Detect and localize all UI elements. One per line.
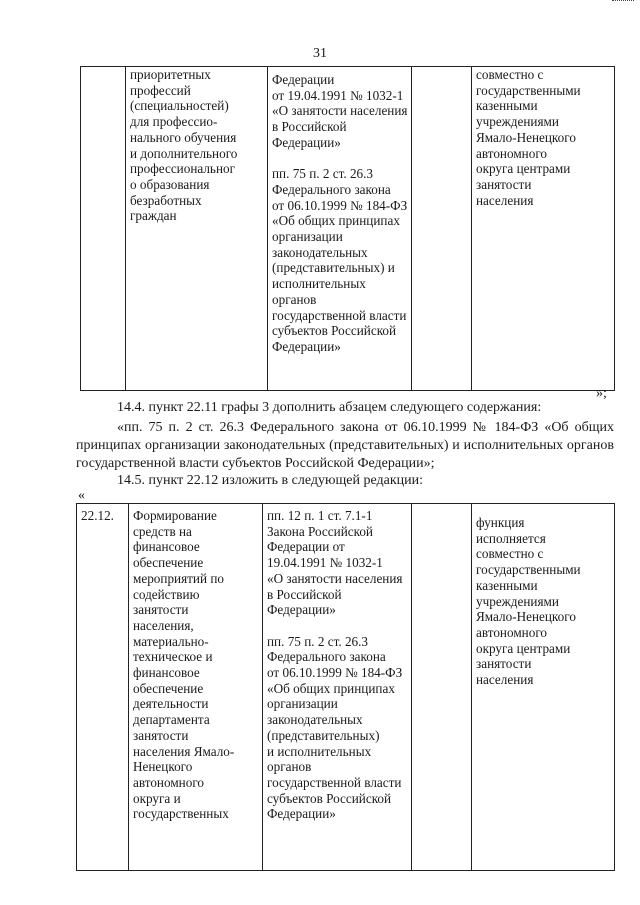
paragraph-14-4-quote: «пп. 75 п. 2 ст. 26.3 Федерального закона от 06.10.1999 № 184-ФЗ «Об общих принципах организации законодательных (представительных) и исполнительных органов государственной власти субъектов Российской Федерации»; bbox=[76, 420, 614, 471]
function-name-cell: приоритетных профессий (специальностей) для профессио- нального обучения и дополнительного профессиональног о образования безработных граждан bbox=[126, 67, 268, 391]
empty-cell bbox=[412, 67, 472, 391]
legal-basis-cell: Федерации от 19.04.1991 № 1032-1 «О занятости населения в Российской Федерации» пп. 75 п. 2 ст. 26.3 Федерального закона от 06.10.1999 № 184-ФЗ «Об общих принципах организации законодательных (представительных) и исполнительных органов государственной власти субъектов Российской Федерации» bbox=[268, 67, 412, 391]
function-name-cell: Формирование средств на финансовое обеспечение мероприятий по содействию занятости населения, материально- техническое и финансовое обеспечение деятельности департамента занятости населения Ямало- Ненецкого автономного округа и государственных bbox=[129, 504, 263, 871]
table-row bbox=[77, 504, 615, 871]
note-cell: совместно с государственными казенными учреждениями Ямало-Ненецкого автономного округа центрами занятости населения bbox=[472, 67, 615, 391]
page-number: 31 bbox=[313, 46, 327, 61]
continued-table bbox=[80, 66, 615, 391]
paragraph-14-5: 14.5. пункт 22.12 изложить в следующей редакции: bbox=[117, 473, 423, 488]
closing-quote-mark: »; bbox=[596, 386, 607, 401]
row-number-cell bbox=[81, 67, 126, 391]
new-edition-table bbox=[76, 503, 615, 871]
row-number-cell: 22.12. bbox=[77, 504, 129, 871]
scan-corner-mark bbox=[612, 0, 634, 4]
paragraph-14-4: 14.4. пункт 22.11 графы 3 дополнить абзацем следующего содержания: bbox=[117, 400, 542, 415]
legal-basis-cell: пп. 12 п. 1 ст. 7.1-1 Закона Российской Федерации от 19.04.1991 № 1032-1 «О занятости населения в Российской Федерации» пп. 75 п. 2 ст. 26.3 Федерального закона от 06.10.1999 № 184-ФЗ «Об общих принципах организации законодательных (представительных) и исполнительных органов государственной власти субъектов Российской Федерации» bbox=[263, 504, 412, 871]
note-cell: функция исполняется совместно с государственными казенными учреждениями Ямало-Ненецкого автономного округа центрами занятости населения bbox=[472, 504, 615, 871]
table-row bbox=[81, 67, 615, 391]
opening-quote-mark: « bbox=[78, 488, 85, 503]
empty-cell bbox=[412, 504, 472, 871]
